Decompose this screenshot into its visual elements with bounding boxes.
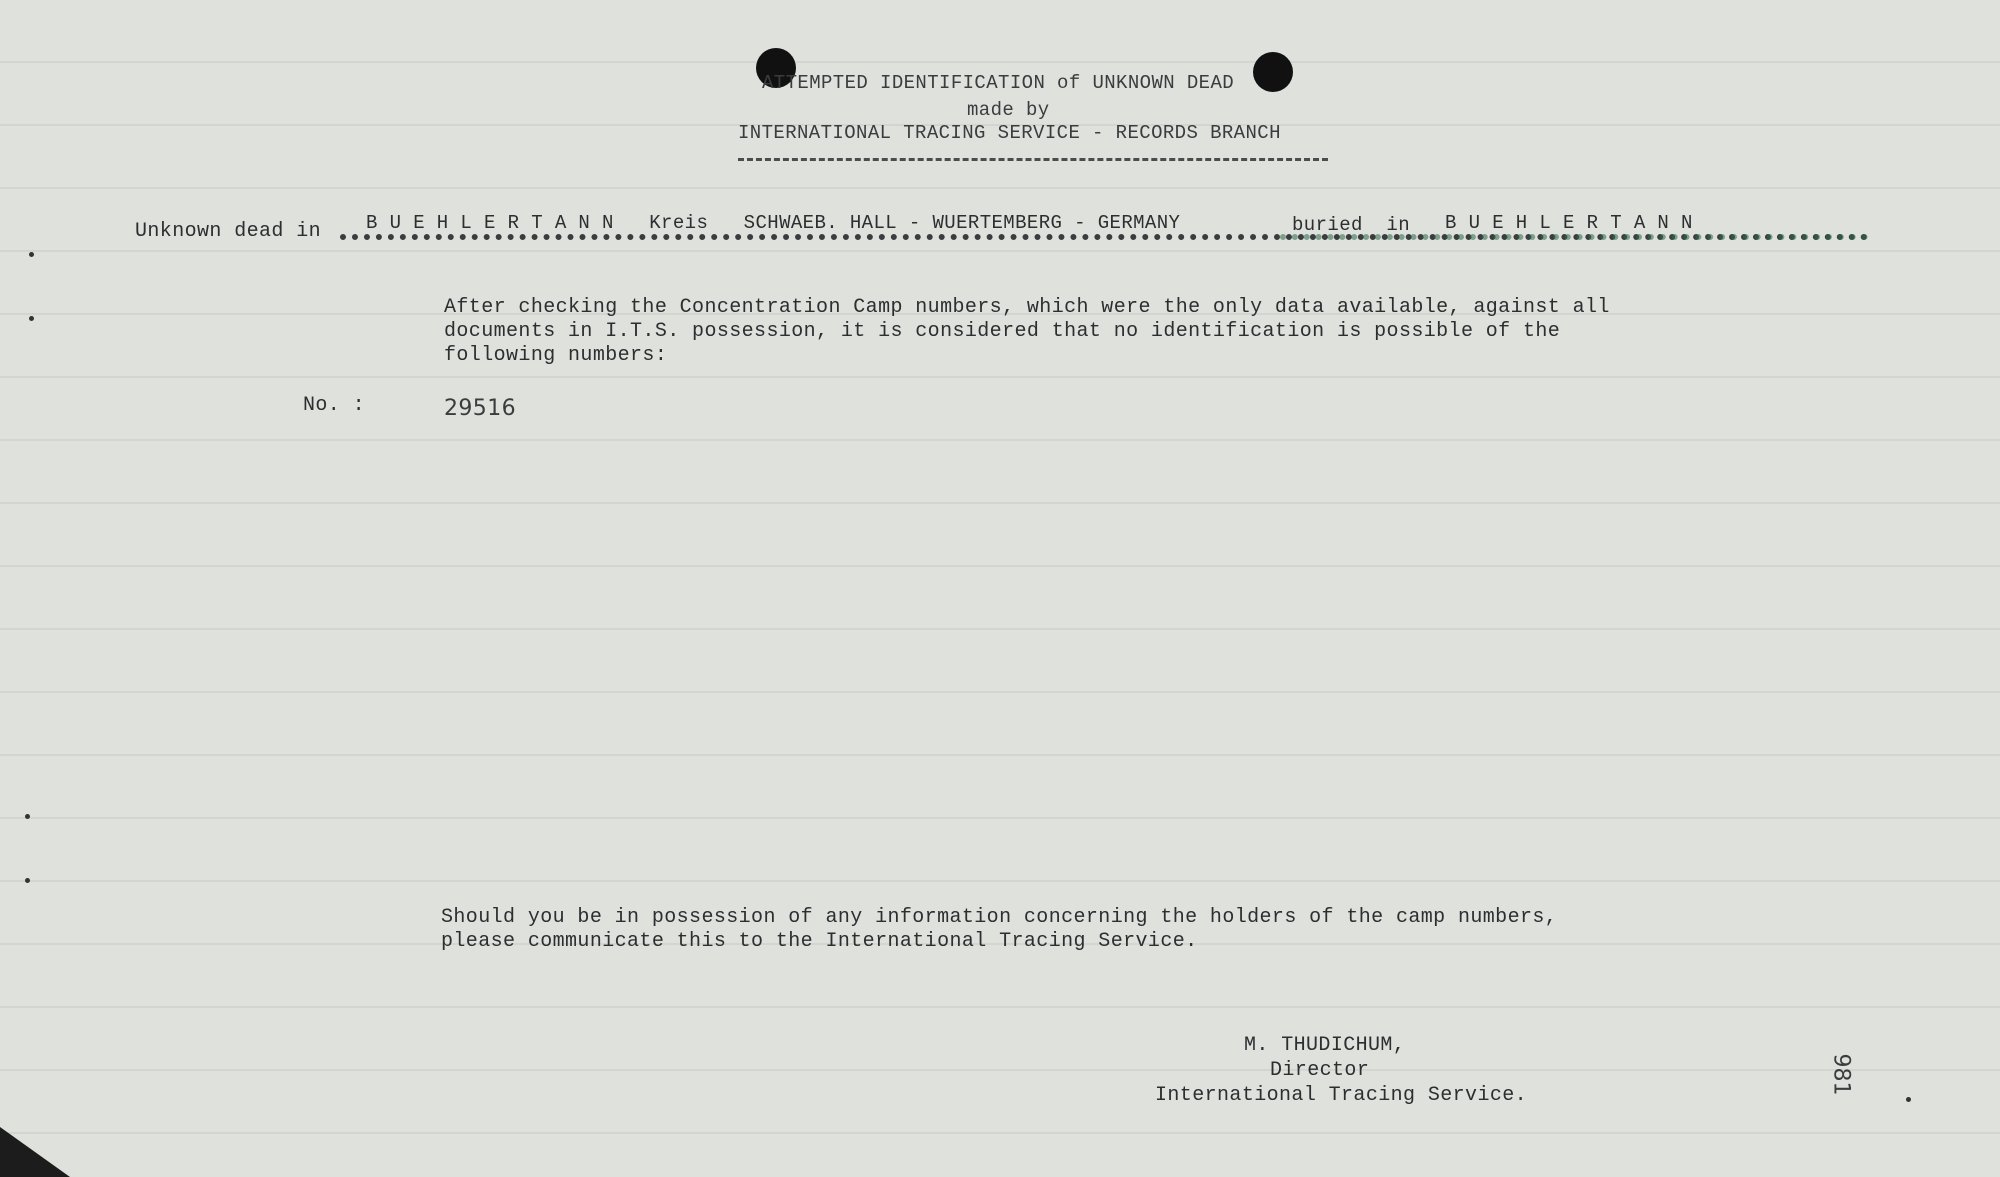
buried-label: buried in (1292, 214, 1411, 236)
margin-dot (25, 814, 30, 819)
margin-dot (29, 252, 34, 257)
header-title: ATTEMPTED IDENTIFICATION of UNKNOWN DEAD (762, 72, 1235, 94)
header-underline (738, 158, 1328, 161)
numbers-label: No. : (303, 394, 366, 417)
location-place: B U E H L E R T A N N Kreis SCHWAEB. HALL - WUERTEMBERG - GERMANY (366, 212, 1181, 234)
camp-number: 29516 (444, 396, 516, 421)
body-line-3: following numbers: (444, 344, 668, 367)
page-corner (0, 1127, 70, 1177)
closing-line-1: Should you be in possession of any information concerning the holders of the camp numbers, (441, 906, 1558, 929)
signature-name: M. THUDICHUM, (1244, 1034, 1406, 1057)
buried-place: B U E H L E R T A N N (1445, 212, 1693, 234)
body-line-1: After checking the Concentration Camp numbers, which were the only data available, against all (444, 296, 1610, 319)
closing-line-2: please communicate this to the International Tracing Service. (441, 930, 1198, 953)
header-made-by: made by (967, 99, 1050, 121)
margin-dot (25, 878, 30, 883)
margin-dot (29, 316, 34, 321)
punch-hole-right (1253, 52, 1293, 92)
margin-dot (1906, 1097, 1911, 1102)
margin-number: 981 (1828, 1053, 1854, 1096)
body-line-2: documents in I.T.S. possession, it is considered that no identification is possible of the (444, 320, 1561, 343)
signature-title: Director (1270, 1059, 1370, 1082)
unknown-dead-label: Unknown dead in (135, 220, 322, 243)
header-branch: INTERNATIONAL TRACING SERVICE - RECORDS BRANCH (738, 122, 1281, 144)
signature-org: International Tracing Service. (1155, 1084, 1528, 1107)
